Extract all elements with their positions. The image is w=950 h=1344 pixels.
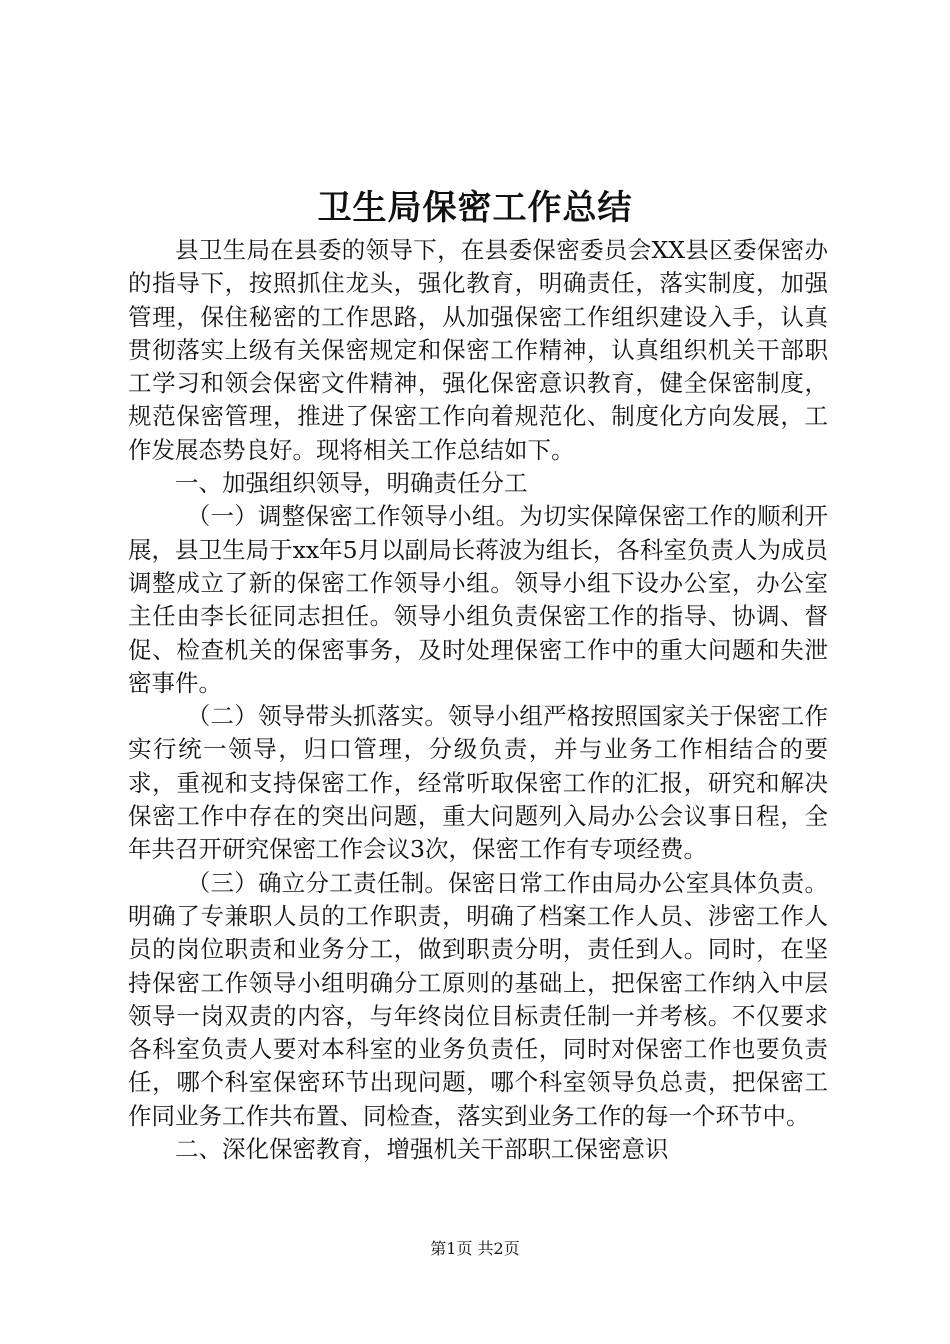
document-title: 卫生局保密工作总结 [317, 188, 633, 228]
section-heading-1: 一、加强组织领导，明确责任分工 [175, 469, 528, 498]
paragraph-subsection-3: （三）确立分工责任制。保密日常工作由局办公室具体负责。明确了专兼职人员的工作职责，明确了档案工作人员、涉密工作人员的岗位职责和业务分工，做到职责分明，责任到人。同时，在坚持保密工作领导小组明确分工原则的基础上，把保密工作纳入中层领导一岗双责的内容，与年终岗位目标责任制一并考核。不仅要求各科室负责人要对本科室的业务负责任，同时对保密工作也要负责任，哪个科室保密环节出现问题，哪个科室领导负总责，把保密工作同业务工作共布置、同检查，落实到业务工作的每一个环节中。 [128, 868, 828, 1130]
paragraph-subsection-2: （二）领导带头抓落实。领导小组严格按照国家关于保密工作实行统一领导，归口管理，分级负责，并与业务工作相结合的要求，重视和支持保密工作，经常听取保密工作的汇报，研究和解决保密工作中存在的突出问题，重大问题列入局办公会议事日程，全年共召开研究保密工作会议3次，保密工作有专项经费。 [128, 702, 828, 864]
document-body [128, 234, 828, 1166]
section-heading-2: 二、深化保密教育，增强机关干部职工保密意识 [175, 1135, 669, 1164]
paragraph-intro: 县卫生局在县委的领导下，在县委保密委员会XX县区委保密办的指导下，按照抓住龙头，强化教育，明确责任，落实制度，加强管理，保住秘密的工作思路，从加强保密工作组织建设入手，认真贯彻落实上级有关保密规定和保密工作精神，认真组织机关干部职工学习和领会保密文件精神，强化保密意识教育，健全保密制度，规范保密管理，推进了保密工作向着规范化、制度化方向发展，工作发展态势良好。现将相关工作总结如下。 [128, 236, 828, 464]
page-number-footer: 第1页 共2页 [430, 1239, 520, 1258]
paragraph-subsection-1: （一）调整保密工作领导小组。为切实保障保密工作的顺利开展，县卫生局于xx年5月以副局长蒋波为组长，各科室负责人为成员调整成立了新的保密工作领导小组。领导小组下设办公室，办公室主任由李长征同志担任。领导小组负责保密工作的指导、协调、督促、检查机关的保密事务，及时处理保密工作中的重大问题和失泄密事件。 [128, 502, 828, 697]
